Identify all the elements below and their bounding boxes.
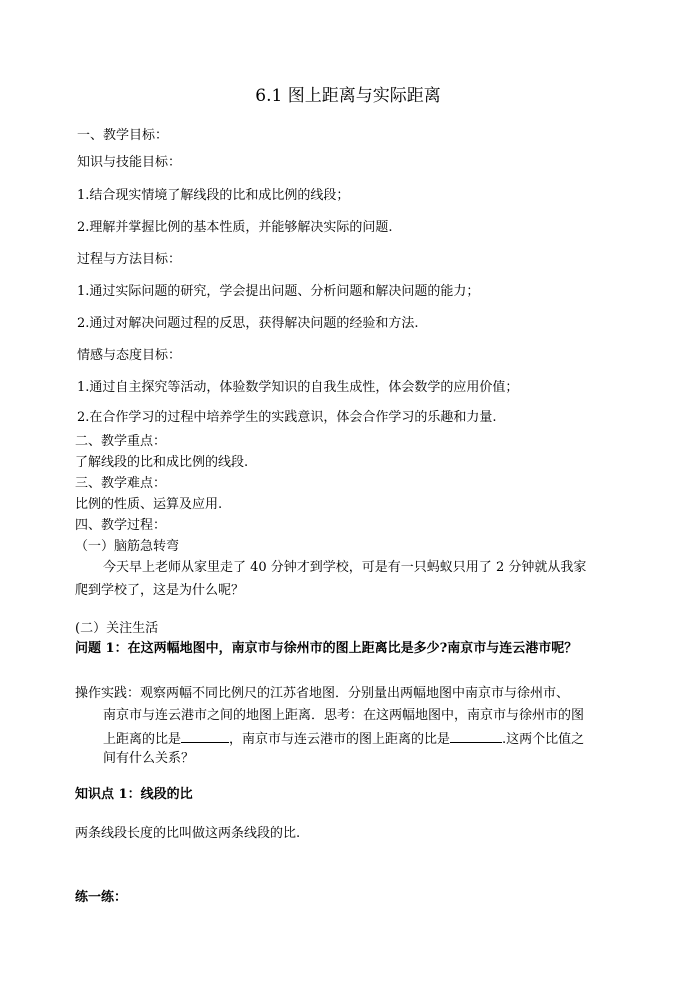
difficulties-heading: 三、教学难点： [75,476,167,491]
blank-2 [450,730,502,743]
knowledge-goal-2: 2.理解并掌握比例的基本性质，并能够解决实际的问题. [77,220,393,235]
section-objectives-heading: 一、教学目标： [77,128,169,143]
knowledge-point-1-body: 两条线段长度的比叫做这两条线段的比. [75,826,301,841]
riddle-heading: （一）脑筋急转弯 [75,539,180,554]
operation-text-1: 操作实践：观察两幅不同比例尺的江苏省地图．分别量出两幅地图中南京市与徐州市、 [75,686,570,701]
knowledge-point-1-heading: 知识点 1：线段的比 [75,787,193,802]
practice-heading: 练一练： [75,890,128,905]
knowledge-goals-heading: 知识与技能目标： [77,155,182,170]
process-heading: 四、教学过程： [75,518,167,533]
key-points-body: 了解线段的比和成比例的线段. [75,455,249,470]
life-heading: (二）关注生活 [75,621,159,636]
difficulties-body: 比例的性质、运算及应用. [75,497,223,512]
knowledge-goal-1: 1.结合现实情境了解线段的比和成比例的线段； [77,188,350,203]
process-goal-1: 1.通过实际问题的研究，学会提出问题、分析问题和解决问题的能力； [77,284,480,299]
operation-text-3 [103,730,584,748]
operation-text-4: 间有什么关系？ [103,751,195,766]
question-1: 问题 1：在这两幅地图中，南京市与徐州市的图上距离比是多少?南京市与连云港市呢？ [75,641,578,656]
emotion-goals-heading: 情感与态度目标： [77,348,182,363]
operation-text-3b: ，南京市与连云港市的图上距离的比是 [229,732,451,747]
operation-text-3c: .这两个比值之 [502,732,585,747]
page-title: 6.1 图上距离与实际距离 [255,86,441,106]
emotion-goal-2: 2.在合作学习的过程中培养学生的实践意识，体会合作学习的乐趣和力量. [77,410,497,425]
emotion-goal-1: 1.通过自主探究等活动，体验数学知识的自我生成性，体会数学的应用价值； [77,380,519,395]
blank-1 [181,730,229,743]
riddle-text-1: 今天早上老师从家里走了 40 分钟才到学校，可是有一只蚂蚁只用了 2 分钟就从我家 [103,560,587,575]
operation-text-2: 南京市与连云港市之间的地图上距离．思考：在这两幅地图中，南京市与徐州市的图 [103,708,585,723]
process-goals-heading: 过程与方法目标： [77,252,182,267]
operation-text-3a: 上距离的比是 [103,732,182,747]
riddle-text-2: 爬到学校了，这是为什么呢？ [75,583,245,598]
process-goal-2: 2.通过对解决问题过程的反思，获得解决问题的经验和方法. [77,316,419,331]
key-points-heading: 二、教学重点： [75,434,167,449]
